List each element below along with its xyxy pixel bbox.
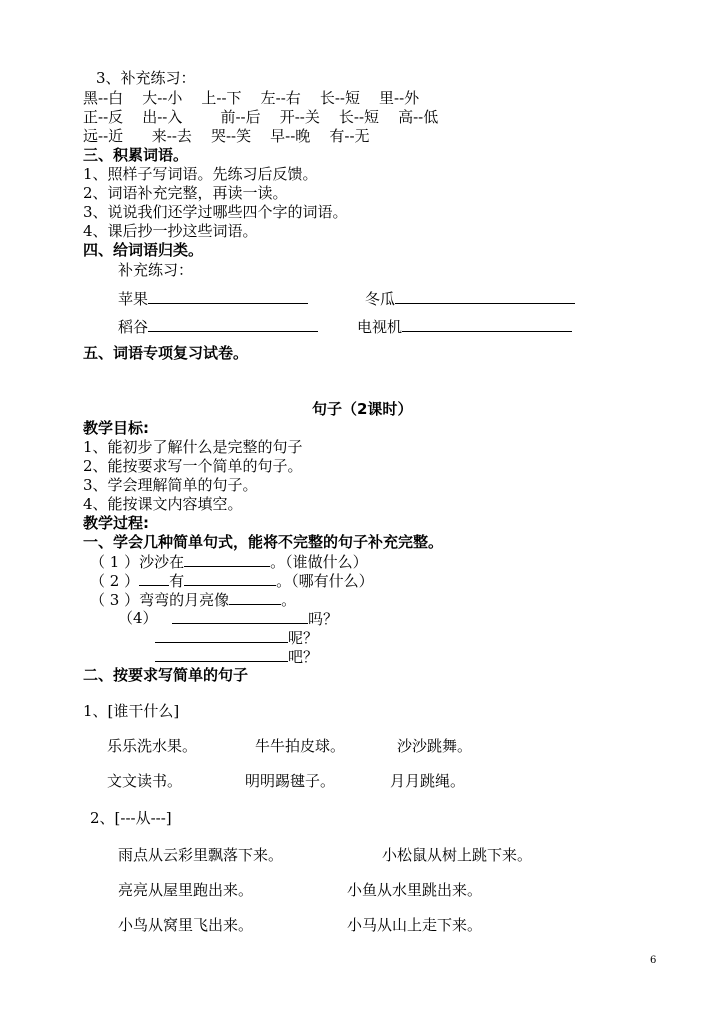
answer-blank [402, 317, 572, 332]
page-number: 6 [650, 955, 657, 966]
example-sentence: 牛牛拍皮球。 [255, 737, 346, 755]
fill-item: 吗？ [172, 609, 338, 629]
answer-blank [139, 571, 169, 586]
answer-blank [395, 289, 575, 304]
example-sentence: 亮亮从屋里跑出来。 [118, 881, 254, 899]
list-item: 2、词语补充完整，再读一读。 [83, 184, 288, 202]
example-sentence: 乐乐洗水果。 [107, 737, 198, 755]
goals-heading: 教学目标: [83, 419, 149, 437]
section-heading: 一、学会几种简单句式，能将不完整的句子补充完整。 [83, 533, 444, 551]
fill-item: （ 2 ） 有 。（哪有什么） [90, 572, 374, 590]
answer-blank [229, 590, 281, 605]
goal-item: 4、能按课文内容填空。 [83, 495, 243, 513]
example-sentence: 文文读书。 [107, 772, 183, 790]
example-sentence: 雨点从云彩里飘落下来。 [118, 846, 284, 864]
goal-item: 3、学会理解简单的句子。 [83, 476, 258, 494]
example-sentence: 小鸟从窝里飞出来。 [118, 916, 254, 934]
answer-blank [155, 647, 288, 662]
exercise-heading: 3、补充练习： [96, 69, 196, 87]
fill-item: 呢？ [155, 628, 318, 648]
list-item: 3、说说我们还学过哪些四个字的词语。 [83, 203, 348, 221]
antonym-row: 正--反 出--入 前--后 开--关 长--短 高--低 [83, 108, 439, 126]
classify-word: 冬瓜 [365, 289, 575, 309]
goal-item: 1、能初步了解什么是完整的句子 [83, 438, 303, 456]
classify-word: 稻谷 [118, 317, 318, 337]
fill-item: （ 1 ）沙沙在 。（谁做什么） [90, 553, 368, 571]
answer-blank [184, 552, 270, 567]
example-sentence: 月月跳绳。 [390, 772, 466, 790]
antonym-row: 黑--白 大--小 上--下 左--右 长--短 里--外 [83, 89, 420, 107]
lesson-title: 句子（2课时） [312, 400, 413, 418]
supplement-label: 补充练习： [118, 261, 194, 279]
example-sentence: 小马从山上走下来。 [347, 916, 483, 934]
answer-blank [155, 628, 288, 643]
pattern-label: 1、[谁干什么] [83, 702, 180, 720]
list-item: 1、照样子写词语。先练习后反馈。 [83, 165, 318, 183]
example-sentence: 小鱼从水里跳出来。 [347, 881, 483, 899]
section-heading: 五、词语专项复习试卷。 [83, 344, 249, 362]
classify-word: 电视机 [357, 317, 572, 337]
fill-label: （4） [118, 609, 158, 627]
answer-blank [172, 609, 308, 624]
classify-word: 苹果 [118, 289, 308, 309]
section-heading: 二、按要求写简单的句子 [83, 666, 249, 684]
list-item: 4、课后抄一抄这些词语。 [83, 222, 258, 240]
answer-blank [148, 317, 318, 332]
fill-item: （ 3 ）弯弯的月亮像 。 [90, 591, 297, 609]
answer-blank [184, 571, 276, 586]
example-sentence: 小松鼠从树上跳下来。 [382, 846, 533, 864]
goal-item: 2、能按要求写一个简单的句子。 [83, 457, 303, 475]
example-sentence: 沙沙跳舞。 [397, 737, 473, 755]
section-heading: 四、给词语归类。 [83, 241, 204, 259]
section-heading: 三、积累词语。 [83, 146, 189, 164]
answer-blank [148, 289, 308, 304]
fill-item: 吧？ [155, 647, 318, 667]
pattern-label: 2、[---从---] [90, 809, 172, 827]
antonym-row: 远--近 来--去 哭--笑 早--晚 有--无 [83, 127, 370, 145]
process-heading: 教学过程: [83, 514, 149, 532]
example-sentence: 明明踢毽子。 [245, 772, 336, 790]
